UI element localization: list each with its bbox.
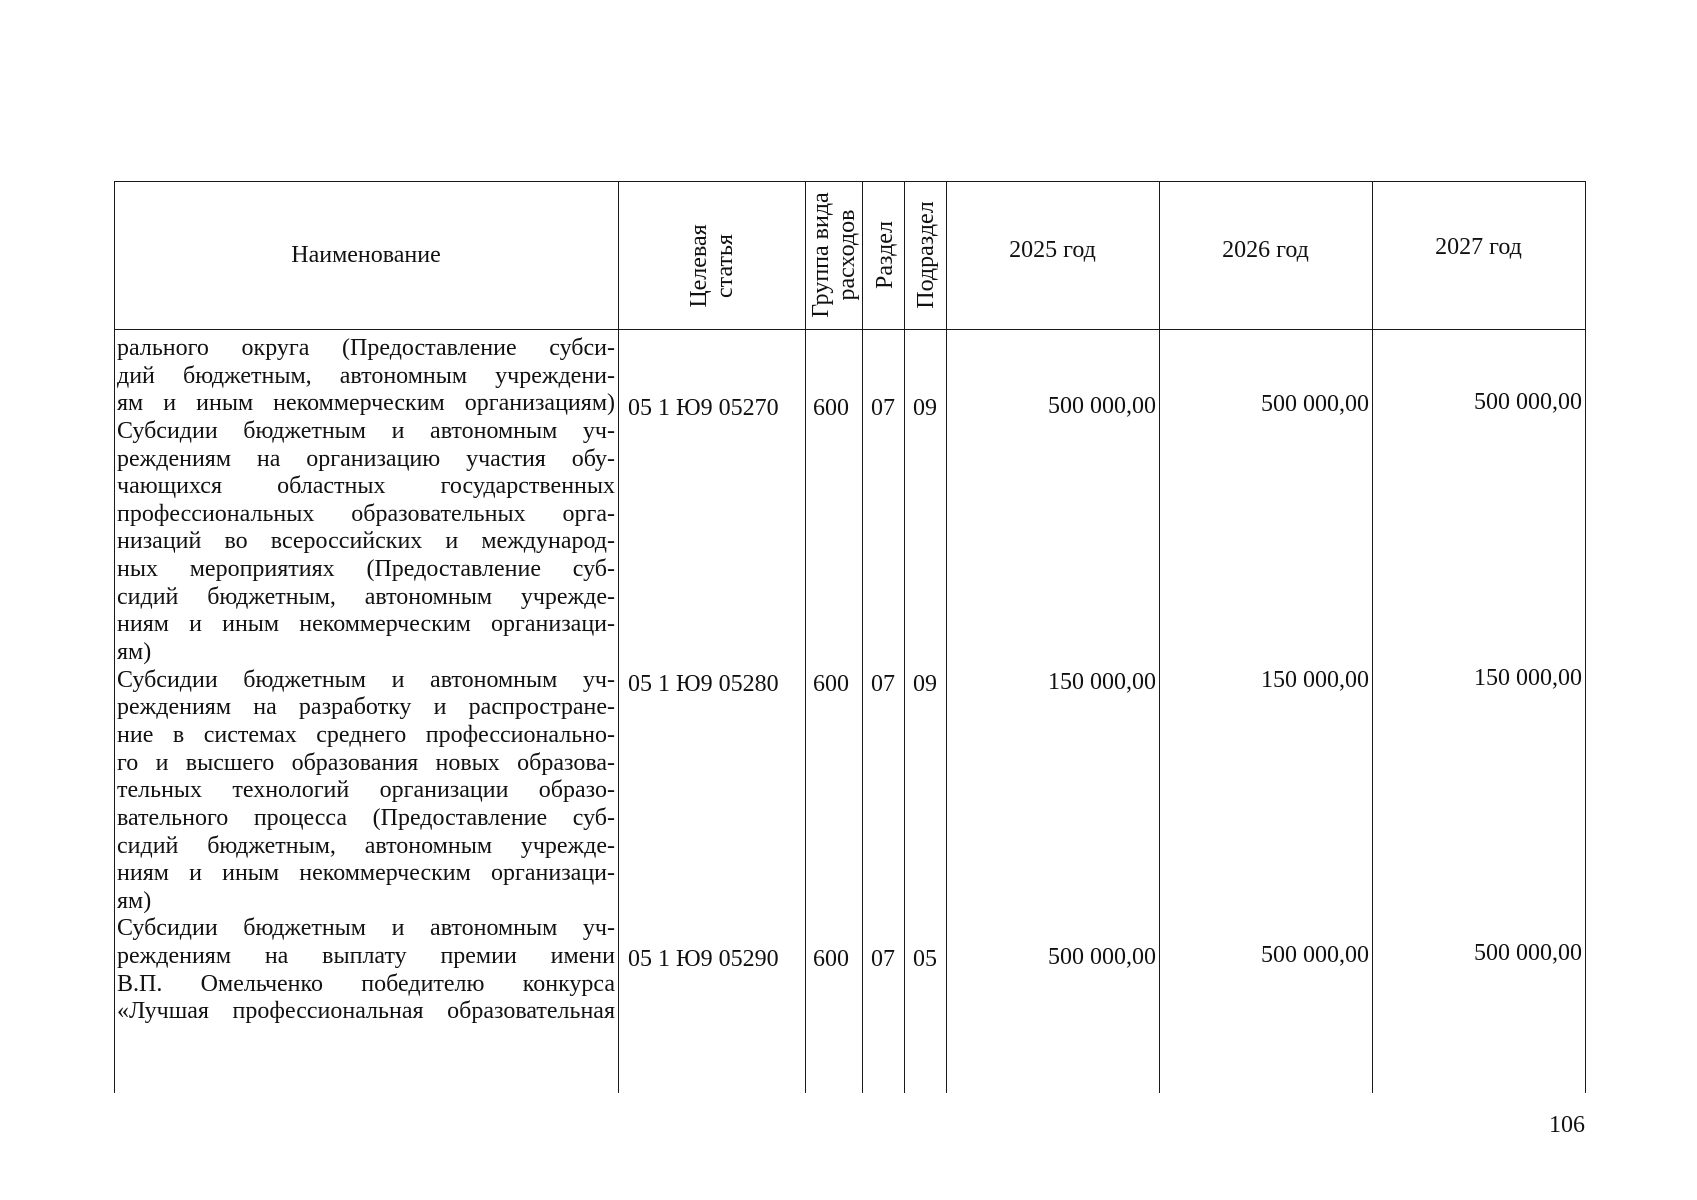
row-0-line: дий бюджетным, автономным учреждени- (117, 362, 615, 389)
row-1-value-2027: 150 000,00 (1474, 665, 1582, 691)
row-2-value-2026: 500 000,00 (1261, 942, 1369, 968)
row-0-value-2025: 500 000,00 (1048, 393, 1156, 419)
row-3-line: В.П. Омельченко победителю конкурса (117, 970, 615, 997)
col-border-left (114, 181, 115, 1093)
header-subsection: Подраздел (913, 201, 939, 309)
row-1-value-2026: 150 000,00 (1261, 667, 1369, 693)
col-border-2026 (1372, 181, 1373, 1093)
row-2-line: ниям и иным некоммерческим организаци- (117, 860, 615, 887)
header-name: Наименование (291, 242, 441, 268)
header-target-article: Целевая статья (686, 224, 738, 308)
header-section: Раздел (872, 221, 898, 289)
header-expense-group: Группа вида расходов (808, 192, 860, 318)
row-1-line: низаций во всероссийских и международ- (117, 528, 615, 555)
row-1-line: сидий бюджетным, автономным учрежде- (117, 583, 615, 610)
row-1-line: ниям и иным некоммерческим организаци- (117, 611, 615, 638)
row-3-line: реждениям на выплату премии имени (117, 943, 615, 970)
header-2026: 2026 год (1222, 237, 1309, 263)
row-3-line: «Лучшая профессиональная образовательная (117, 998, 615, 1025)
row-0-line: ям и иным некоммерческим организациям) (117, 390, 615, 417)
row-2-line: ние в системах среднего профессионально- (117, 721, 615, 748)
row-0-value-2026: 500 000,00 (1261, 391, 1369, 417)
col-border-right (1585, 181, 1586, 1093)
row-2-line: сидий бюджетным, автономным учрежде- (117, 832, 615, 859)
row-1-line: ных мероприятиях (Предоставление суб- (117, 556, 615, 583)
row-0-line: рального округа (Предоставление субси- (117, 335, 615, 361)
row-0-subsection: 09 (913, 395, 937, 421)
row-descriptions (117, 335, 615, 1026)
row-2-line: реждениям на разработку и распростране- (117, 694, 615, 721)
col-border-code (805, 181, 806, 1093)
row-1-line: профессиональных образовательных орга- (117, 500, 615, 527)
row-1-line: чающихся областных государственных (117, 473, 615, 500)
row-0-value-2027: 500 000,00 (1474, 389, 1582, 415)
row-1-subsection: 09 (913, 671, 937, 697)
col-border-subsection (946, 181, 947, 1093)
row-2-line: ям) (117, 887, 152, 914)
row-1-value-2025: 150 000,00 (1048, 669, 1156, 695)
row-2-group: 600 (813, 946, 849, 972)
row-0-code: 05 1 Ю9 05270 (628, 395, 779, 421)
col-border-section (904, 181, 905, 1093)
row-1-section: 07 (871, 671, 895, 697)
row-2-value-2027: 500 000,00 (1474, 940, 1582, 966)
row-2-line: Субсидии бюджетным и автономным уч- (117, 666, 615, 693)
row-1-group: 600 (813, 671, 849, 697)
row-2-subsection: 05 (913, 946, 937, 972)
row-0-group: 600 (813, 395, 849, 421)
row-1-line: Субсидии бюджетным и автономным уч- (117, 417, 615, 444)
row-2-line: вательного процесса (Предоставление суб- (117, 804, 615, 831)
table-top-border (114, 181, 1585, 182)
row-2-section: 07 (871, 946, 895, 972)
header-2027: 2027 год (1435, 234, 1522, 260)
row-3-line: Субсидии бюджетным и автономным уч- (117, 915, 615, 942)
row-2-code: 05 1 Ю9 05290 (628, 946, 779, 972)
page-number: 106 (1549, 1112, 1585, 1138)
row-1-code: 05 1 Ю9 05280 (628, 671, 779, 697)
row-1-line: реждениям на организацию участия обу- (117, 445, 615, 472)
row-2-value-2025: 500 000,00 (1048, 944, 1156, 970)
row-2-line: го и высшего образования новых образова- (117, 749, 615, 776)
header-bottom-border (114, 329, 1585, 330)
col-border-group (862, 181, 863, 1093)
row-0-section: 07 (871, 395, 895, 421)
header-2025: 2025 год (1009, 237, 1096, 263)
col-border-2025 (1159, 181, 1160, 1093)
row-2-line: тельных технологий организации образо- (117, 777, 615, 804)
col-border-name (618, 181, 619, 1093)
row-1-line: ям) (117, 639, 152, 666)
